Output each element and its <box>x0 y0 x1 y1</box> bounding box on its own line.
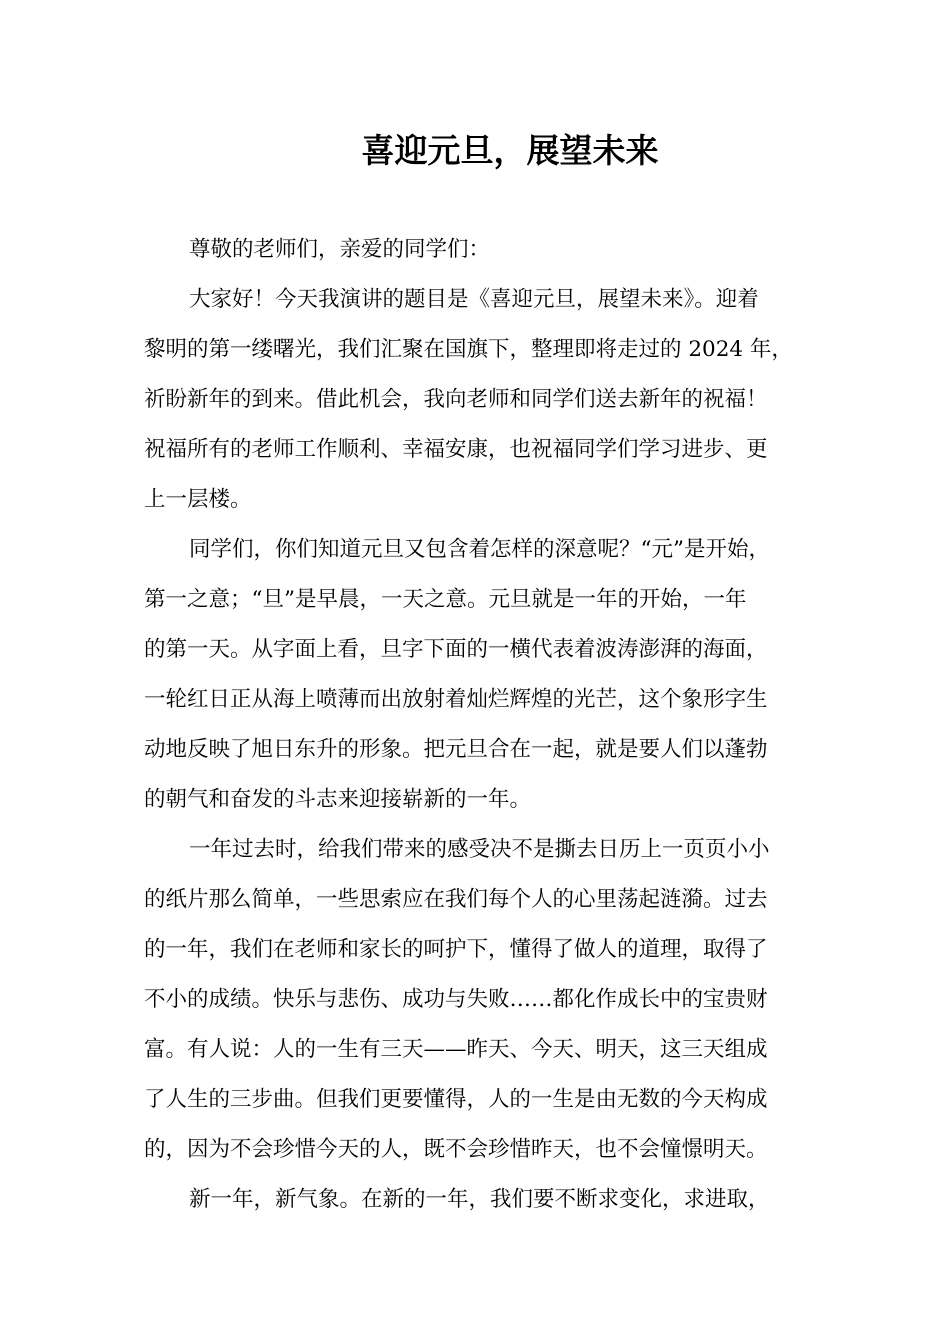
paragraph-line: 富。有人说：人的一生有三天——昨天、今天、明天，这三天组成 <box>144 1037 768 1062</box>
paragraph-line: 的纸片那么简单，一些思索应在我们每个人的心里荡起涟漪。过去 <box>144 887 768 912</box>
paragraph-line: 一轮红日正从海上喷薄而出放射着灿烂辉煌的光芒，这个象形字生 <box>144 687 768 712</box>
paragraph-line: 上一层楼。 <box>144 487 252 512</box>
paragraph-line: 祈盼新年的到来。借此机会，我向老师和同学们送去新年的祝福！ <box>144 387 768 412</box>
paragraph-line: 不小的成绩。快乐与悲伤、成功与失败……都化作成长中的宝贵财 <box>144 987 768 1012</box>
paragraph-line: 尊敬的老师们，亲爱的同学们： <box>189 237 491 262</box>
paragraph-line: 的，因为不会珍惜今天的人，既不会珍惜昨天，也不会憧憬明天。 <box>144 1137 768 1162</box>
paragraph <box>144 1175 818 1225</box>
paragraph <box>144 825 818 1175</box>
paragraph-line: 大家好！今天我演讲的题目是《喜迎元旦，展望未来》。迎着 <box>189 287 759 312</box>
paragraph <box>144 225 818 275</box>
paragraph-line: 黎明的第一缕曙光，我们汇聚在国旗下，整理即将走过的 2024 年， <box>144 337 793 362</box>
paragraph-line: 的朝气和奋发的斗志来迎接崭新的一年。 <box>144 787 532 812</box>
paragraph-line: 一年过去时，给我们带来的感受决不是撕去日历上一页页小小 <box>189 837 770 862</box>
paragraph-line: 的第一天。从字面上看，旦字下面的一横代表着波涛澎湃的海面， <box>144 637 768 662</box>
paragraph-line: 第一之意；“旦”是早晨，一天之意。元旦就是一年的开始，一年 <box>144 587 747 612</box>
paragraph-line: 动地反映了旭日东升的形象。把元旦合在一起，就是要人们以蓬勃 <box>144 737 768 762</box>
paragraph <box>144 525 818 825</box>
paragraph-line: 祝福所有的老师工作顺利、幸福安康，也祝福同学们学习进步、更 <box>144 437 768 462</box>
paragraph-line: 同学们，你们知道元旦又包含着怎样的深意呢？“元”是开始， <box>189 537 770 562</box>
document-title: 喜迎元旦，展望未来 <box>361 131 659 170</box>
paragraph-line: 了人生的三步曲。但我们更要懂得，人的一生是由无数的今天构成 <box>144 1087 768 1112</box>
paragraph-line: 新一年，新气象。在新的一年，我们要不断求变化，求进取， <box>189 1187 770 1212</box>
document-body <box>144 225 818 1225</box>
paragraph <box>144 275 818 525</box>
paragraph-line: 的一年，我们在老师和家长的呵护下，懂得了做人的道理，取得了 <box>144 937 768 962</box>
